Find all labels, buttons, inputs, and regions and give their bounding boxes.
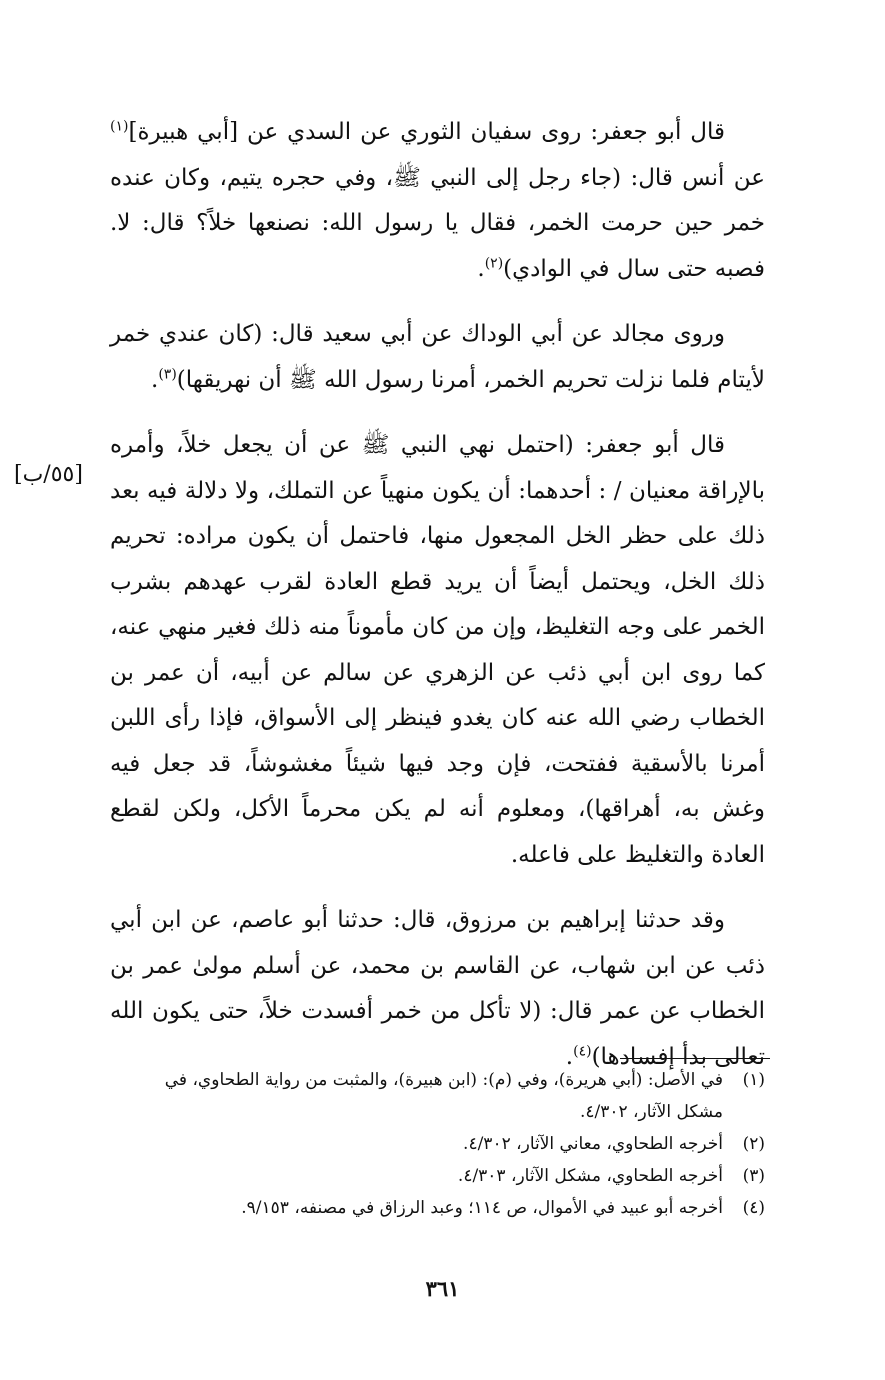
footnote-ref: (٣) — [158, 365, 177, 382]
footnote-ref: (٤) — [573, 1042, 592, 1059]
footnotes — [115, 1064, 765, 1224]
page-number: ٣٦١ — [425, 1276, 460, 1301]
footnote-number: (٣) — [742, 1166, 765, 1186]
paragraph-text: قال أبو جعفر: روى سفيان الثوري عن السدي عن [أبي هبيرة] — [128, 119, 725, 145]
footnote-text: أخرجه الطحاوي، معاني الآثار، ٤/٣٠٢. — [463, 1134, 723, 1154]
footnote-ref: (٢) — [484, 254, 504, 271]
paragraph-text: وقد حدثنا إبراهيم بن مرزوق، قال: حدثنا أبو عاصم، عن ابن أبي ذئب عن ابن شهاب، عن القاسم بن محمد، عن أسلم مولىٰ عمر بن الخطاب عن عمر قال: (لا تأكل من خمر أفسدت خلاً، حتى يكون الله تعالى بدأ إفسادها) — [110, 907, 765, 1070]
footnote-text: أخرجه الطحاوي، مشكل الآثار، ٤/٣٠٣. — [457, 1166, 723, 1186]
footnote-text: في الأصل: (أبي هريرة)، وفي (م): (ابن هبيرة)، والمثبت من رواية الطحاوي، في مشكل الآثار، ٤/٣٠٢. — [164, 1070, 723, 1122]
footnote-number: (٤) — [742, 1198, 765, 1218]
paragraph-text: . — [477, 255, 485, 282]
paragraph-text: وروى مجالد عن أبي الوداك عن أبي سعيد قال: (كان عندي خمر لأيتام فلما نزلت تحريم الخمر، أمرنا رسول الله ﷺ أن نهريقها) — [110, 321, 765, 393]
paragraph-text: . — [151, 366, 159, 393]
footnote-item — [115, 1160, 765, 1192]
footnote-number: (٢) — [742, 1134, 765, 1154]
paragraph-text: قال أبو جعفر: (احتمل نهي النبي ﷺ عن أن يجعل خلاً، وأمره بالإراقة معنيان / : أحدهما: أن يكون منهياً عن التملك، ولا دلالة فيه بعد ذلك على حظر الخل المجعول منها، فاحتمل أن يكون مراده: تحريم ذلك الخل، ويحتمل أيضاً أن يريد قطع العادة لقرب عهدهم بشرب الخمر على وجه التغليظ، وإن من كان مأموناً منه ذلك فغير منهي عنه، كما روى ابن أبي ذئب عن الزهري عن سالم عن أبيه، أن عمر بن الخطاب رضي الله عنه كان يغدو فينظر إلى الأسواق، فإذا رأى اللبن أمرنا بالأسقية ففتحت، فإن وجد فيها شيئاً مغشوشاً، قد جعل فيه وغش به، أهراقها)، ومعلوم أنه لم يكن محرماً الأكل، ولكن لقطع العادة والتغليظ على فاعله. — [110, 432, 765, 868]
main-text — [110, 110, 765, 1100]
footnote-number: (١) — [742, 1070, 765, 1090]
footnote-text: أخرجه أبو عبيد في الأموال، ص ١١٤؛ وعبد الرزاق في مصنفه، ٩/١٥٣. — [241, 1198, 723, 1218]
paragraph-4 — [110, 898, 765, 1080]
paragraph-text: عن أنس قال: (جاء رجل إلى النبي ﷺ، وفي حجره يتيم، وكان عنده خمر حين حرمت الخمر، فقال يا رسول الله: نصنعها خلاً؟ قال: لا. فصبه حتى سال في الوادي) — [110, 164, 765, 282]
footnote-divider — [620, 1058, 770, 1059]
footnote-item — [115, 1128, 765, 1160]
paragraph-3 — [110, 423, 765, 878]
folio-margin-note: [٥٥/ب] — [14, 462, 83, 487]
paragraph-2 — [110, 312, 765, 403]
footnote-item — [115, 1192, 765, 1224]
paragraph-1 — [110, 110, 765, 292]
paragraph-text: . — [565, 1043, 574, 1070]
footnote-ref: (١) — [110, 118, 129, 135]
footnote-item — [115, 1064, 765, 1128]
